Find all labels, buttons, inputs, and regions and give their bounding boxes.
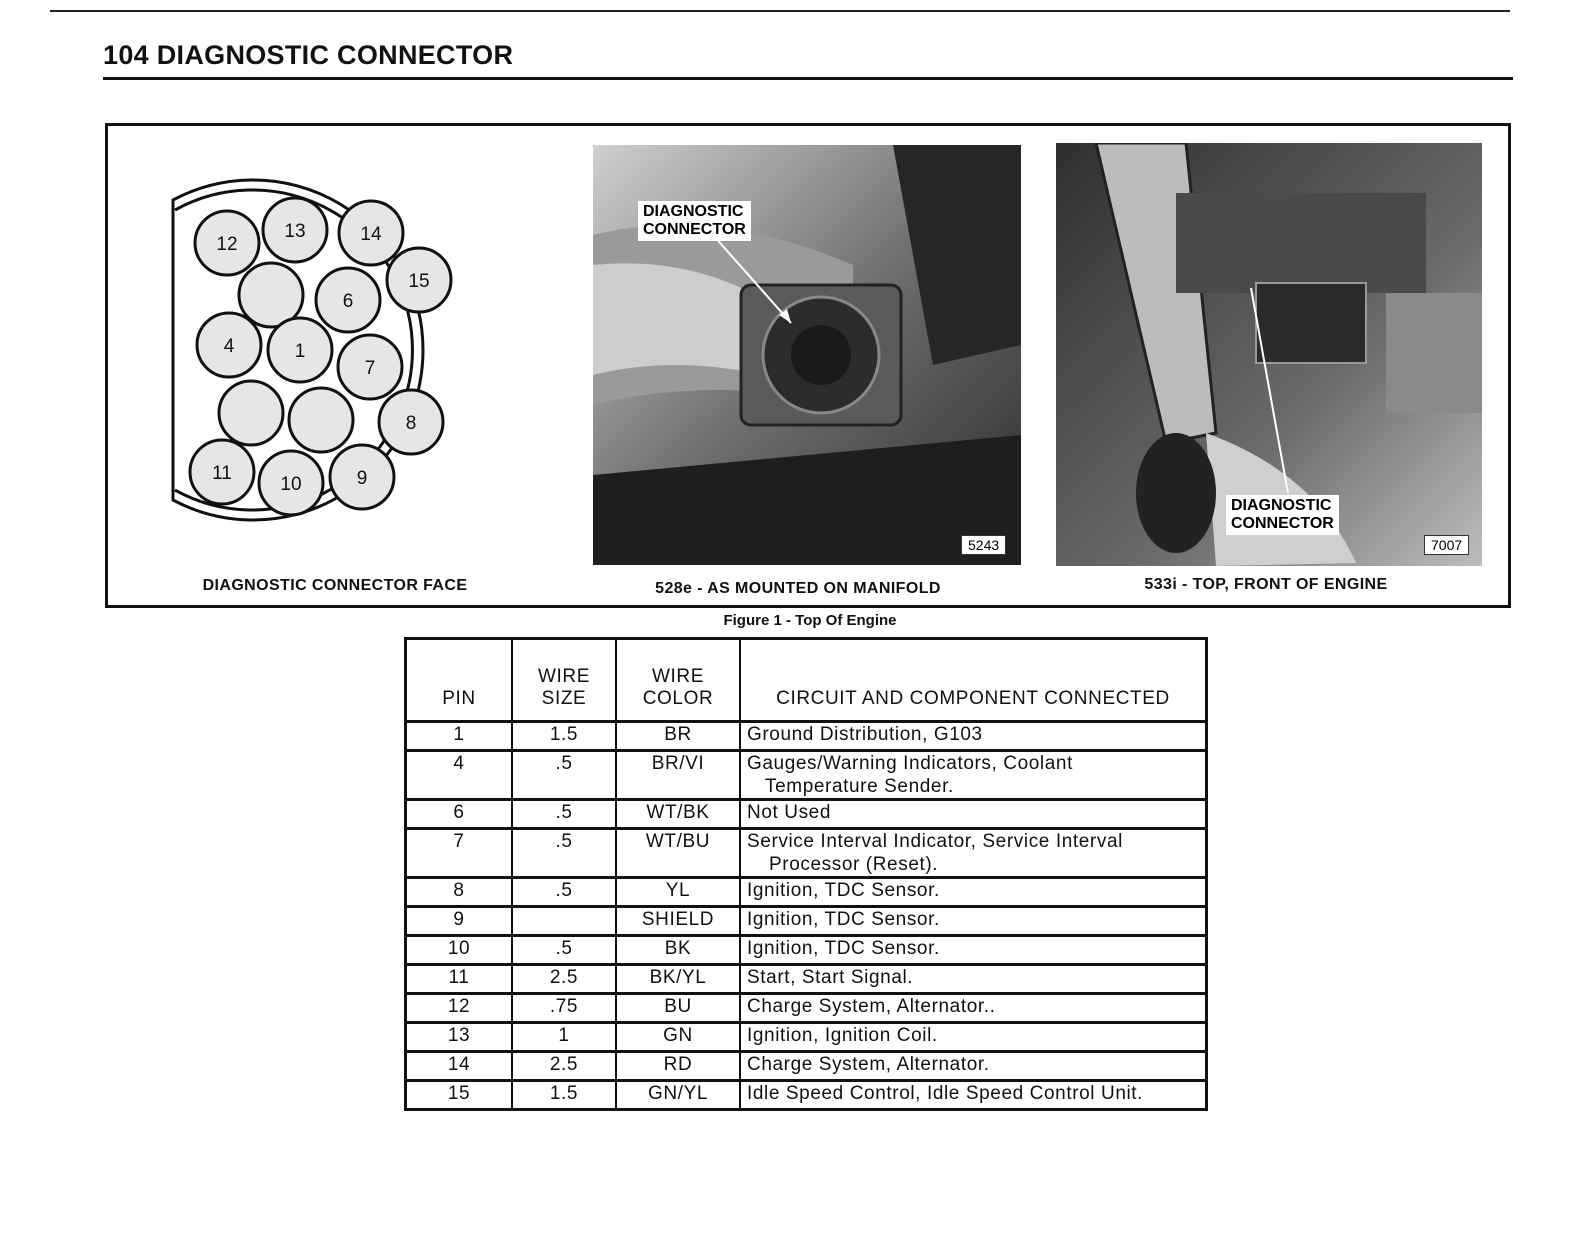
cell-pin: 1 [406, 722, 513, 751]
photo-528e-caption: 528e - AS MOUNTED ON MANIFOLD [655, 580, 941, 597]
cell-color: GN/YL [616, 1081, 740, 1110]
cell-color: YL [616, 878, 740, 907]
cell-size: 1.5 [512, 722, 616, 751]
cell-circuit: Ignition, TDC Sensor. [740, 878, 1207, 907]
cell-pin: 9 [406, 907, 513, 936]
pin-blank-2 [219, 381, 283, 445]
cell-circuit: Charge System, Alternator.. [740, 994, 1207, 1023]
cell-pin: 7 [406, 829, 513, 878]
photo-528e [593, 145, 1021, 565]
label-line-2: CONNECTOR [643, 221, 746, 238]
cell-circuit: Start, Start Signal. [740, 965, 1207, 994]
cell-circuit: Ignition, TDC Sensor. [740, 936, 1207, 965]
pin-label: 1 [294, 341, 306, 362]
cell-circuit: Ignition, Ignition Coil. [740, 1023, 1207, 1052]
header-pin: PIN [406, 639, 513, 722]
cell-color: BK/YL [616, 965, 740, 994]
cell-pin: 13 [406, 1023, 513, 1052]
cell-pin: 14 [406, 1052, 513, 1081]
pin-label: 8 [405, 413, 417, 434]
cell-pin: 8 [406, 878, 513, 907]
photo-533i-caption: 533i - TOP, FRONT OF ENGINE [1144, 576, 1388, 593]
photo-528e-number: 5243 [961, 535, 1006, 555]
connector-face-diagram [165, 155, 505, 545]
photo-533i-number: 7007 [1424, 535, 1469, 555]
cell-circuit: Service Interval Indicator, Service Interval Processor (Reset). [740, 829, 1207, 878]
top-rule [50, 10, 1510, 12]
cell-color: BR [616, 722, 740, 751]
table-row [406, 1023, 1207, 1052]
pin-label: 15 [408, 271, 430, 292]
cell-size [512, 907, 616, 936]
table-header-row [406, 639, 1207, 722]
table-row [406, 829, 1207, 878]
pin-label: 9 [356, 468, 368, 489]
label-line-1: DIAGNOSTIC [643, 203, 744, 220]
pin-blank-3 [289, 388, 353, 452]
page-title: 104 DIAGNOSTIC CONNECTOR [103, 40, 514, 70]
cell-size: 1.5 [512, 1081, 616, 1110]
photo-533i-label [1226, 495, 1339, 535]
cell-color: WT/BU [616, 829, 740, 878]
pin-label: 6 [342, 291, 354, 312]
cell-pin: 10 [406, 936, 513, 965]
table-row [406, 907, 1207, 936]
cell-pin: 6 [406, 800, 513, 829]
cell-pin: 12 [406, 994, 513, 1023]
cell-circuit: Ignition, TDC Sensor. [740, 907, 1207, 936]
figure-caption: Figure 1 - Top Of Engine [723, 612, 897, 629]
cell-size: 2.5 [512, 1052, 616, 1081]
pin-label: 12 [216, 234, 238, 255]
table-row [406, 800, 1207, 829]
photo-528e-label [638, 201, 751, 241]
cell-size: .5 [512, 878, 616, 907]
cell-pin: 15 [406, 1081, 513, 1110]
table-row [406, 878, 1207, 907]
pin-label: 10 [280, 474, 302, 495]
cell-color: GN [616, 1023, 740, 1052]
face-caption: DIAGNOSTIC CONNECTOR FACE [202, 577, 468, 594]
cell-color: BR/VI [616, 751, 740, 800]
pin-label: 14 [360, 224, 382, 245]
pin-label: 7 [364, 358, 376, 379]
cell-pin: 4 [406, 751, 513, 800]
cell-color: WT/BK [616, 800, 740, 829]
table-row [406, 936, 1207, 965]
cell-size: .5 [512, 800, 616, 829]
cell-size: .75 [512, 994, 616, 1023]
cell-pin: 11 [406, 965, 513, 994]
table-row [406, 751, 1207, 800]
cell-size: .5 [512, 829, 616, 878]
cell-circuit: Gauges/Warning Indicators, Coolant Temperature Sender. [740, 751, 1207, 800]
photo-533i [1056, 143, 1482, 566]
label-line-1: DIAGNOSTIC [1231, 497, 1332, 514]
table-row [406, 722, 1207, 751]
header-circuit: CIRCUIT AND COMPONENT CONNECTED [740, 639, 1207, 722]
cell-color: BK [616, 936, 740, 965]
pin-table [404, 637, 1208, 1111]
cell-size: .5 [512, 751, 616, 800]
table-row [406, 1052, 1207, 1081]
cell-size: 2.5 [512, 965, 616, 994]
label-line-2: CONNECTOR [1231, 515, 1334, 532]
pin-label: 13 [284, 221, 306, 242]
cell-size: .5 [512, 936, 616, 965]
cell-circuit: Not Used [740, 800, 1207, 829]
header-wire-size: WIRE SIZE [512, 639, 616, 722]
header-wire-color: WIRE COLOR [616, 639, 740, 722]
pin-label: 4 [223, 336, 235, 357]
cell-circuit: Ground Distribution, G103 [740, 722, 1207, 751]
cell-circuit: Charge System, Alternator. [740, 1052, 1207, 1081]
table-row [406, 1081, 1207, 1110]
cell-color: RD [616, 1052, 740, 1081]
table-row [406, 994, 1207, 1023]
cell-color: BU [616, 994, 740, 1023]
cell-circuit: Idle Speed Control, Idle Speed Control Unit. [740, 1081, 1207, 1110]
table-row [406, 965, 1207, 994]
cell-size: 1 [512, 1023, 616, 1052]
pin-label: 11 [212, 463, 232, 484]
title-rule [103, 77, 1513, 80]
cell-color: SHIELD [616, 907, 740, 936]
